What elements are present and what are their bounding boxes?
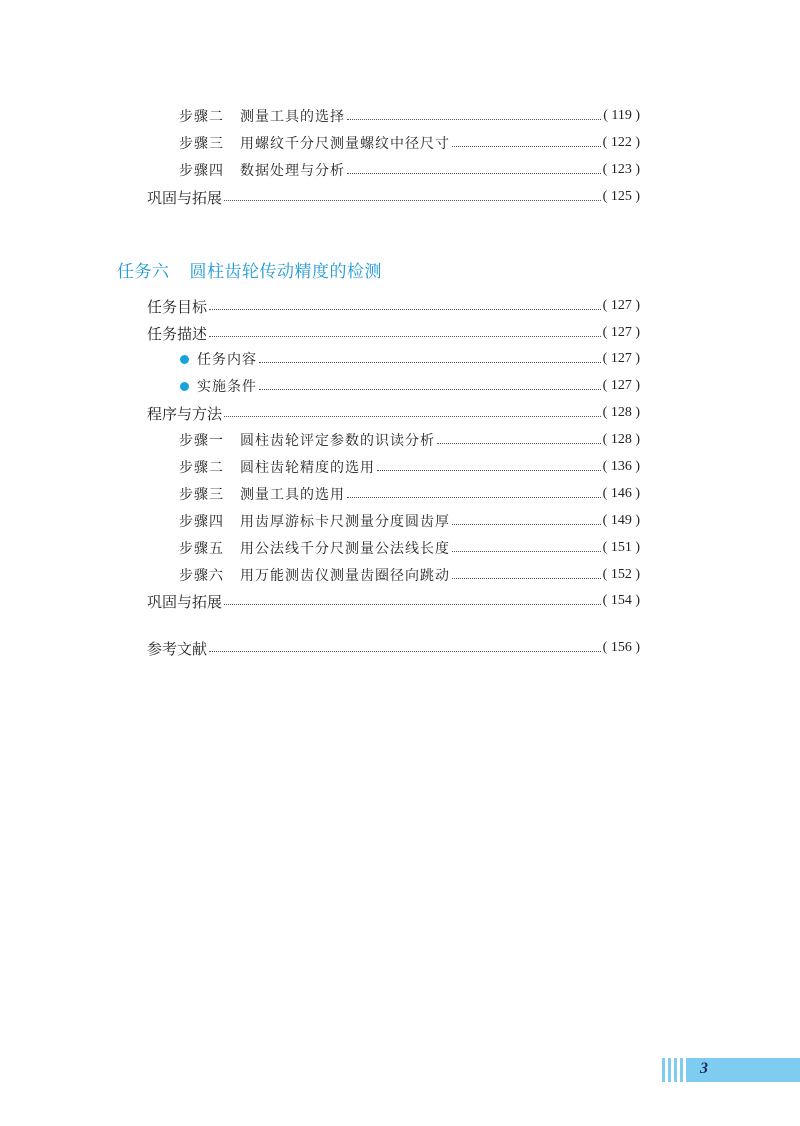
- toc-bullet-entry[interactable]: [0, 348, 800, 370]
- toc-step-entry[interactable]: [0, 105, 800, 127]
- page-ref: ( 151 ): [602, 540, 640, 555]
- step-title: 测量工具的选择: [240, 109, 345, 125]
- toc-step-entry[interactable]: [0, 429, 800, 451]
- step-title: 圆柱齿轮精度的选用: [240, 460, 375, 476]
- dot-leader: [437, 442, 601, 444]
- page-ref: ( 127 ): [602, 378, 640, 393]
- dot-leader: [209, 335, 601, 337]
- entry-title: 实施条件: [197, 379, 257, 395]
- entry-title: 任务内容: [197, 352, 257, 368]
- page-ref: ( 125 ): [602, 189, 640, 204]
- dot-leader: [224, 603, 601, 605]
- toc-consolidate-entry[interactable]: [0, 186, 800, 208]
- step-number: 步骤四: [179, 514, 224, 530]
- section-number: 任务六: [117, 262, 170, 282]
- entry-title: 参考文献: [147, 639, 208, 658]
- step-title: 用螺纹千分尺测量螺纹中径尺寸: [240, 136, 450, 152]
- toc-bullet-entry[interactable]: [0, 375, 800, 397]
- toc-step-entry[interactable]: [0, 132, 800, 154]
- entry-title: 巩固与拓展: [147, 592, 223, 611]
- step-number: 步骤五: [179, 541, 224, 557]
- toc-step-entry[interactable]: [0, 537, 800, 559]
- page-ref: ( 122 ): [602, 135, 640, 150]
- toc-step-entry[interactable]: [0, 159, 800, 181]
- dot-leader: [259, 361, 601, 363]
- footer-stripe: [674, 1058, 677, 1082]
- step-number: 步骤二: [179, 109, 224, 125]
- page-ref: ( 149 ): [602, 513, 640, 528]
- step-title: 用齿厚游标卡尺测量分度圆齿厚: [240, 514, 450, 530]
- dot-leader: [452, 523, 601, 525]
- page-ref: ( 127 ): [602, 298, 640, 313]
- page-ref: ( 128 ): [602, 405, 640, 420]
- entry-title: 程序与方法: [147, 404, 223, 423]
- section-heading[interactable]: [117, 257, 382, 282]
- step-number: 步骤六: [179, 568, 224, 584]
- entry-title: 任务目标: [147, 297, 208, 316]
- step-number: 步骤二: [179, 460, 224, 476]
- page-ref: ( 154 ): [602, 593, 640, 608]
- section-title: 圆柱齿轮传动精度的检测: [189, 262, 382, 282]
- page-ref: ( 127 ): [602, 351, 640, 366]
- dot-leader: [259, 388, 601, 390]
- page-ref: ( 119 ): [603, 108, 640, 123]
- dot-leader: [224, 199, 601, 201]
- dot-leader: [209, 308, 601, 310]
- step-title: 测量工具的选用: [240, 487, 345, 503]
- dot-leader: [347, 496, 601, 498]
- entry-title: 巩固与拓展: [147, 188, 223, 207]
- page-ref: ( 136 ): [602, 459, 640, 474]
- page-ref: ( 123 ): [602, 162, 640, 177]
- page-ref: ( 152 ): [602, 567, 640, 582]
- dot-leader: [452, 550, 601, 552]
- page-ref: ( 156 ): [602, 640, 640, 655]
- page-ref: ( 128 ): [602, 432, 640, 447]
- step-title: 数据处理与分析: [240, 163, 345, 179]
- step-number: 步骤四: [179, 163, 224, 179]
- footer-stripe: [668, 1058, 671, 1082]
- toc-objectives-entry[interactable]: [0, 295, 800, 317]
- bullet-icon: [180, 382, 189, 391]
- toc-references-entry[interactable]: [0, 637, 800, 659]
- bullet-icon: [180, 355, 189, 364]
- dot-leader: [347, 172, 601, 174]
- toc-procedure-entry[interactable]: [0, 402, 800, 424]
- step-number: 步骤一: [179, 433, 224, 449]
- entry-title: 任务描述: [147, 324, 208, 343]
- step-title: 圆柱齿轮评定参数的识读分析: [240, 433, 435, 449]
- dot-leader: [347, 118, 601, 120]
- dot-leader: [452, 145, 601, 147]
- step-number: 步骤三: [179, 487, 224, 503]
- step-title: 用万能测齿仪测量齿圈径向跳动: [240, 568, 450, 584]
- footer-stripe: [662, 1058, 665, 1082]
- toc-description-entry[interactable]: [0, 322, 800, 344]
- toc-step-entry[interactable]: [0, 564, 800, 586]
- dot-leader: [377, 469, 601, 471]
- page-ref: ( 127 ): [602, 325, 640, 340]
- page-number: 3: [700, 1060, 708, 1077]
- step-title: 用公法线千分尺测量公法线长度: [240, 541, 450, 557]
- footer-stripe: [680, 1058, 683, 1082]
- toc-step-entry[interactable]: [0, 456, 800, 478]
- dot-leader: [209, 650, 601, 652]
- dot-leader: [224, 415, 601, 417]
- dot-leader: [452, 577, 601, 579]
- toc-consolidate-entry[interactable]: [0, 590, 800, 612]
- toc-step-entry[interactable]: [0, 510, 800, 532]
- toc-step-entry[interactable]: [0, 483, 800, 505]
- step-number: 步骤三: [179, 136, 224, 152]
- page-ref: ( 146 ): [602, 486, 640, 501]
